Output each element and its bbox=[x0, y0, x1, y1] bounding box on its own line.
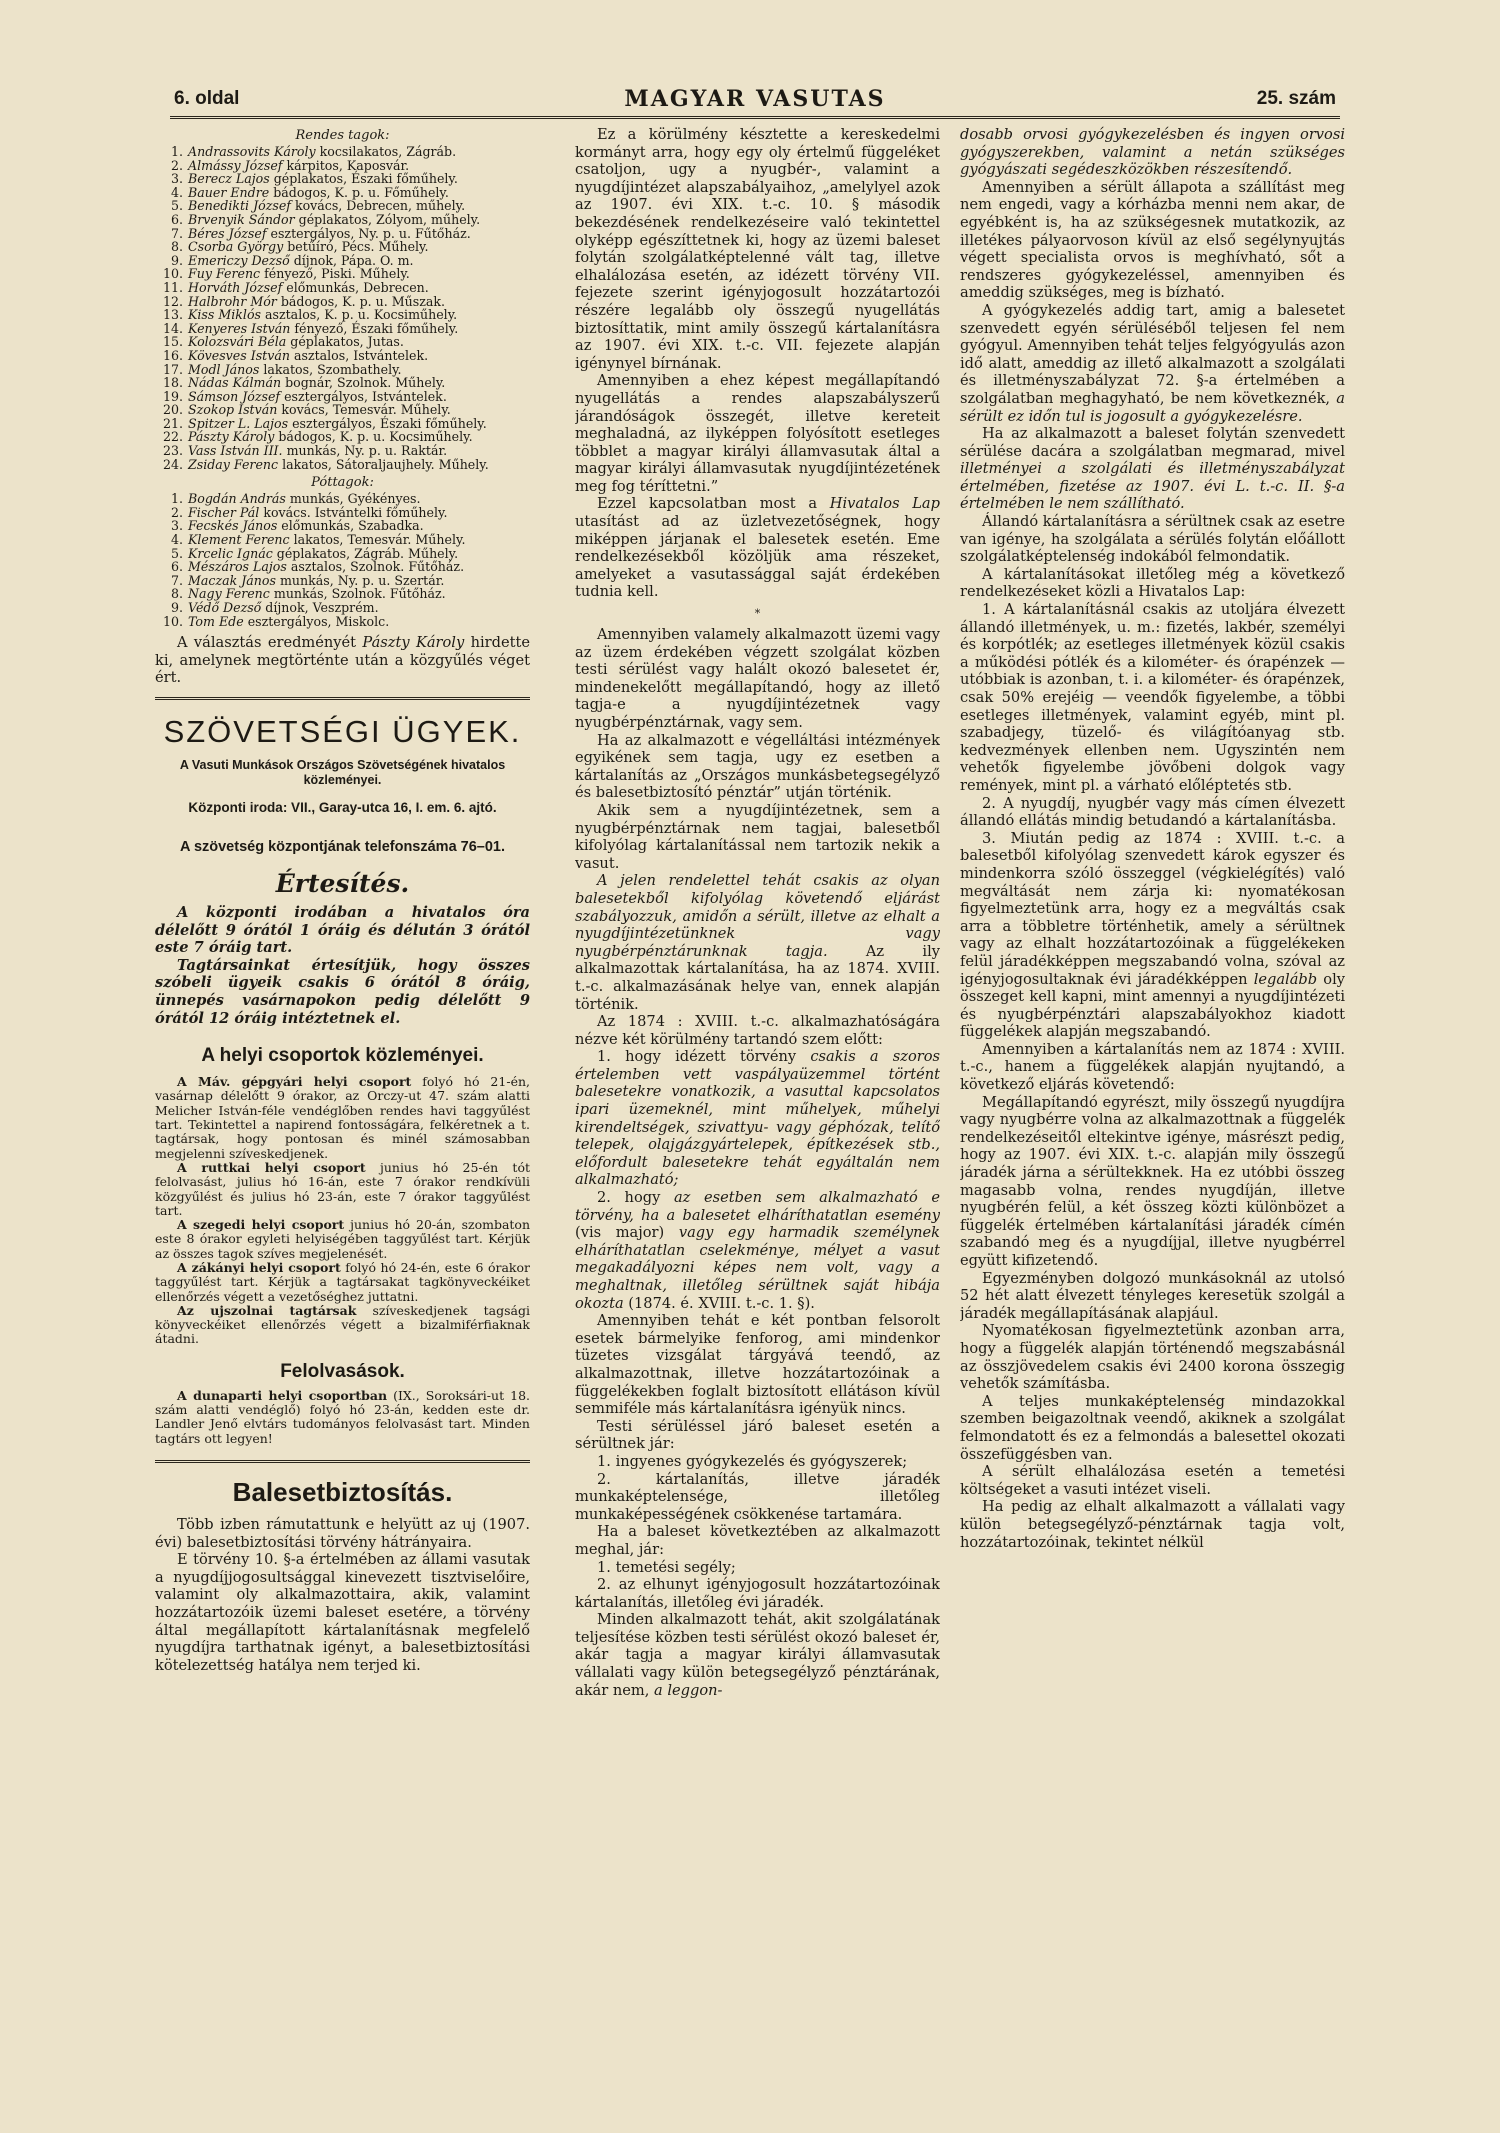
member-name: Emericzy Dezső bbox=[188, 252, 290, 268]
member-name: Kenyeres István bbox=[188, 320, 291, 336]
member-name: Pászty Károly bbox=[188, 429, 275, 445]
member-entry: 23. Vass István III. munkás, Ny. p. u. Raktár. bbox=[162, 443, 448, 459]
member-name: Maczak János bbox=[188, 572, 276, 588]
member-name: Benedikti József bbox=[188, 198, 291, 214]
member-name: Kövesves István bbox=[188, 347, 290, 363]
newspaper-title: MAGYAR VASUTAS bbox=[624, 86, 886, 112]
member-name: Tom Ede bbox=[188, 613, 244, 629]
member-name: Berecz Lajos bbox=[188, 171, 270, 187]
member-entry: 3. Berecz Lajos géplakatos, Északi főműhely. bbox=[170, 171, 458, 187]
member-entry: 11. Horváth József előmunkás, Debrecen. bbox=[162, 279, 429, 295]
member-name: Bogdán András bbox=[188, 491, 286, 507]
felolvasasok-title: Felolvasások. bbox=[280, 1360, 405, 1382]
member-name: Mészáros Lajos bbox=[188, 559, 287, 575]
rendes-heading: Rendes tagok: bbox=[295, 128, 390, 143]
article-paragraph: Amennyiben a sérült állapota a szállítást meg nem engedi, vagy a kórházba menni nem akar, de egyébként is, ha az szükségesnek mutatkozik, az illetékes pályaorvoson kívül az első segélynyujtás végett specialista orvos is meghívható, sőt a rendszeres gyógykezeléssel, amennyiben és ameddig szükséges, meg is bízható. bbox=[960, 178, 1345, 302]
member-name: Modl János bbox=[188, 361, 260, 377]
article-paragraph: 1. temetési segély; bbox=[597, 1558, 736, 1576]
article-paragraph: A sérült elhalálozása esetén a temetési költségeket a vasuti intézet viseli. bbox=[960, 1463, 1345, 1498]
divider bbox=[155, 1460, 530, 1463]
member-name: Csorba György bbox=[188, 239, 284, 255]
result-name: Pászty Károly bbox=[362, 634, 465, 652]
member-name: Krcelic Ignác bbox=[188, 545, 273, 561]
article-paragraph: 1. hogy idézett törvény csakis a szoros értelemben vett vaspályaüzemmel történt balesetekre vonatkozik, a vasuttal kapcsolatos ipari üzemeknél, mint műhelyek, műhelyi kirendeltségek, szivattyu- vagy géphózak, telítő telepek, olajgázgyártelepek, építkezések stb., előfordult balesetekre tehát egyáltalán nem alkalmazható; bbox=[575, 1048, 940, 1189]
article-paragraph: 1. ingyenes gyógykezelés és gyógyszerek; bbox=[597, 1452, 908, 1470]
helyi-item: Az ujszolnai tagtársak szíveskedjenek tagsági könyveckéiket ellenőrzés végett a bizalmiférfiaknak átadni. bbox=[155, 1302, 530, 1347]
member-name: Fecskés János bbox=[188, 518, 278, 534]
article-paragraph: Amennyiben tehát e két pontban felsorolt esetek bármelyike fenforog, ami mindenkor tüzetes vizsgálat tárgyává teendő, az alkalmazottnak, illetve hozzátartozóinak a függelékekben foglalt biztosított ellátáson kívül semmiféle más kártalanításra igényük nincs. bbox=[575, 1312, 940, 1418]
member-entry: 2. Fischer Pál kovács. Istvántelki főműhely. bbox=[170, 504, 448, 520]
article-paragraph: Akik sem a nyugdíjintézetnek, sem a nyugbérpénztárnak nem tagjai, balesetből kifolyólag kártalanítással nem tartozik nekik a vasut. bbox=[575, 801, 940, 872]
member-entry: 5. Benedikti József kovács, Debrecen, műhely. bbox=[170, 198, 466, 214]
issue-number: 25. szám bbox=[1256, 88, 1336, 109]
article-paragraph: Megállapítandó egyrészt, mily összegű nyugdíjra vagy nyugbérre volna az alkalmazottnak a függelék rendelkezéseitől eltekintve igénye, másrészt pedig, hogy az 1907. évi XIX. t.-c. alapján mily összegű járadék járna a sérültekknek. Ha ez utóbbi összeg magasabb volna, rendes nyugdíján, illetve nyugbérén felül, a két összeg közti különbözet a függelék értelmében kártalanítási járadék címén szabandó meg és a nyugdíjjal, illetve nyugbérrel együtt kifizetendő. bbox=[960, 1093, 1345, 1269]
article-paragraph: E törvény 10. §-a értelmében az állami vasutak a nyugdíjjogosultsággal kinevezett tisztviselőire, valamint oly alkalmazottaira, akik, valamint hozzátartozóik üzemi baleset esetére, a törvény által megállapított kártalanításnak megfelelő nyugdíjra tarthatnak igényt, a balesetbiztosítási kötelezettség hatálya nem terjed ki. bbox=[155, 1551, 530, 1674]
member-entry: 20. Szokop István kovács, Temesvár. Műhely. bbox=[162, 402, 451, 418]
felolvasas-item: A dunaparti helyi csoportban (IX., Soroksári-ut 18. szám alatti vendéglő) folyó hó 23-án, kedden este dr. Landler Jenő elvtárs tudományos felolvasást tart. Minden tagtárs ott legyen! bbox=[155, 1387, 530, 1446]
page-header bbox=[170, 86, 1340, 119]
member-entry: 7. Maczak János munkás, Ny. p. u. Szertár. bbox=[170, 572, 445, 588]
article-paragraph: Nyomatékosan figyelmeztetünk azonban arra, hogy a függelék alapján történendő megszabásnál az összjövedelem csakis évi 2400 korona összegig vehetők számításba. bbox=[960, 1322, 1345, 1393]
member-name: Szokop István bbox=[188, 402, 278, 418]
article-paragraph: Egyezményben dolgozó munkásoknál az utolsó 52 hét alatt élvezett tényleges keresetük szolgál a járadék megállapításának alapjául. bbox=[960, 1269, 1345, 1322]
member-entry: 9. Védő Dezső díjnok, Veszprém. bbox=[170, 600, 379, 615]
member-name: Nagy Ferenc bbox=[188, 586, 270, 602]
member-entry: 18. Nádas Kálmán bognár, Szolnok. Műhely. bbox=[162, 375, 446, 391]
member-name: Klement Ferenc bbox=[188, 532, 290, 548]
member-entry: 8. Csorba György betűíró, Pécs. Műhely. bbox=[170, 239, 429, 255]
member-entry: 10. Tom Ede esztergályos, Miskolc. bbox=[162, 613, 390, 629]
member-entry: 6. Mészáros Lajos asztalos, Szolnok. Fűtőház. bbox=[170, 559, 465, 575]
office-address: Központi iroda: VII., Garay-utca 16, I. em. 6. ajtó. bbox=[188, 799, 497, 815]
article-paragraph: A jelen rendelettel tehát csakis az olyan balesetekből kifolyólag követendő eljárást szabályozzuk, amidőn a sérült, illetve az elhalt a nyugdíjintézetünknek vagy nyugbérpénztárunknak tagja. Az ily alkalmazottak kártalanítása, ha az 1874. XVIII. t.-c. alkalmazásának helye van, ennek alapján történik. bbox=[575, 872, 940, 1013]
article-paragraph: A gyógykezelés addig tart, amig a balesetet szenvedett egyén sérüléséből teljesen fel nem gyógyul. Amennyiben tehát teljes felgyógyulás azon idő alatt, ameddig az illető alkalmazott a szolgálati és illetményszabályzat 72. §-a értelmében a szolgálatban meghagyható, be nem következnék, a sérült ez időn tul is jogosult a gyógykezelésre. bbox=[960, 301, 1345, 425]
member-entry: 5. Krcelic Ignác géplakatos, Zágráb. Műhely. bbox=[170, 545, 459, 561]
member-entry: 21. Spitzer L. Lajos esztergályos, Északi főműhely. bbox=[162, 415, 487, 431]
member-entry: 3. Fecskés János előmunkás, Szabadka. bbox=[170, 518, 424, 534]
article-paragraph: 2. hogy az esetben sem alkalmazható e törvény, ha a balesetet elháríthatatlan esemény (vis major) vagy egy harmadik személynek elháríthatatlan cselekménye, mélyet a vasut megakadályozni képes nem volt, vagy a meghaltnak, illetőleg sérültnek saját hibája okozta (1874. é. XVIII. t.-c. 1. §). bbox=[575, 1189, 940, 1312]
member-entry: 2. Almássy József kárpitos, Kaposvár. bbox=[170, 157, 410, 173]
column-2 bbox=[575, 126, 940, 2026]
member-entry: 16. Kövesves István asztalos, Istvántelek. bbox=[162, 347, 429, 363]
ertesites-hours: A központi irodában a hivatalos óra délelőtt 9 órától 1 óráig és délután 3 órától este 7 óráig tart. bbox=[155, 903, 530, 957]
article-paragraph: Amennyiben a ehez képest megállapítandó nyugellátás a rendes alapszabályszerű járandóságok összegét, illetve kereteit meghaladná, az ilyképpen folyósított esetleges többlet a magyar királyi államvasutak által a magyar királyi államvasutak nyugdíjintézetének meg fog téríttetni.” bbox=[575, 372, 940, 495]
section-title-szovetsegi: SZÖVETSÉGI ÜGYEK. bbox=[163, 713, 522, 749]
helyi-title: A helyi csoportok közleményei. bbox=[201, 1045, 484, 1067]
member-name: Védő Dezső bbox=[188, 600, 262, 615]
election-result: A választás eredményét Pászty Károly hirdette ki, amelynek megtörténte után a közgyűlés véget ért. bbox=[155, 634, 530, 687]
member-entry: 12. Halbrohr Mór bádogos, K. p. u. Műszak. bbox=[162, 293, 446, 309]
balesetbiztositas-title: Balesetbiztosítás. bbox=[232, 1476, 453, 1507]
ertesites-title: Értesítés. bbox=[275, 868, 410, 898]
article-paragraph: 2. kártalanítás, illetve járadék munkaképtelensége, illetőleg munkaképességének csökkenése tartamára. bbox=[575, 1470, 940, 1523]
member-name: Brvenyik Sándor bbox=[188, 211, 295, 227]
article-paragraph: Amennyiben valamely alkalmazott üzemi vagy az üzem érdekében végzett szolgálat közben testi sérülést vagy halált okozó balesetet ér, mindenekelőtt megállapítandó, hogy az illető tagja-e a nyugdíjintézetnek vagy nyugbérpénztárnak, vagy sem. bbox=[575, 626, 940, 731]
member-name: Kolozsvári Béla bbox=[188, 334, 287, 350]
separator-star: * bbox=[754, 607, 761, 621]
member-entry: 9. Emericzy Dezső díjnok, Pápa. O. m. bbox=[170, 252, 414, 268]
member-entry: 10. Fuy Ferenc fényező, Piski. Műhely. bbox=[162, 266, 410, 282]
member-entry: 6. Brvenyik Sándor géplakatos, Zólyom, műhely. bbox=[170, 211, 481, 227]
member-name: Zsiday Ferenc bbox=[188, 456, 279, 472]
member-name: Fischer Pál bbox=[188, 504, 260, 520]
article-paragraph: Ha az alkalmazott a baleset folytán szenvedett sérülése dacára a szolgálatban megmarad, mivel illetményei a szolgálati és illetményszabályzat értelmében, fizetése az 1907. évi L. t.-c. II. §-a értelmében le nem szállítható. bbox=[960, 425, 1345, 513]
member-entry: 19. Sámson József esztergályos, Istvántelek. bbox=[162, 388, 447, 404]
article-paragraph: Ezzel kapcsolatban most a Hivatalos Lap utasítást ad az üzletvezetőségnek, hogy miképpen járjanak el balesetek esetén. Eme rendelkezésekből közöljük ama részeket, amelyeket a vasutassággal saját érdekében tudnia kell. bbox=[575, 495, 940, 601]
member-entry: 1. Andrassovits Károly kocsilakatos, Zágráb. bbox=[170, 144, 457, 159]
member-name: Halbrohr Mór bbox=[188, 293, 277, 309]
member-name: Béres József bbox=[188, 225, 267, 241]
member-entry: 13. Kiss Miklós asztalos, K. p. u. Kocsiműhely. bbox=[162, 307, 458, 323]
member-entry: 4. Klement Ferenc lakatos, Temesvár. Műhely. bbox=[170, 532, 466, 548]
member-name: Fuy Ferenc bbox=[188, 266, 261, 282]
member-entry: 7. Béres József esztergályos, Ny. p. u. Fűtőház. bbox=[170, 225, 471, 241]
szovetsegi-subtitle: A Vasuti Munkások Országos Szövetségének hivatalos közleményei. bbox=[179, 757, 506, 787]
article-paragraph: Állandó kártalanításra a sérültnek csak az esetre van igénye, ha szolgálata a sérülés folytán előállott szolgálatképtelenség indokából felmondatik. bbox=[960, 513, 1345, 566]
article-paragraph: A teljes munkaképtelenség mindazokkal szemben beigazoltnak veendő, akiknek a szolgálat felmondatott és ez a felmondás a balesettel okozati összefüggésben van. bbox=[960, 1392, 1345, 1463]
article-paragraph: Amennyiben a kártalanítás nem az 1874 : XVIII. t.-c., hanem a függelékek alapján nyujtandó, a következő eljárás követendő: bbox=[960, 1040, 1345, 1094]
member-name: Almássy József bbox=[188, 157, 283, 173]
member-name: Spitzer L. Lajos bbox=[188, 415, 289, 431]
article-paragraph: 2. az elhunyt igényjogosult hozzátartozóinak kártalanítás, illetőleg évi járadék. bbox=[575, 1576, 940, 1611]
article-paragraph: Minden alkalmazott tehát, akit szolgálatának teljesítése közben testi sérülést okozó baleset ér, akár tagja a magyar királyi államvasutak vállalati vagy külön betegsegélyző pénztárának, akár nem, a leggon- bbox=[575, 1611, 940, 1699]
member-name: Vass István III. bbox=[188, 443, 283, 459]
ertesites-notice: Tagtársainkat értesítjük, hogy összes szóbeli ügyeik csakis 6 órától 8 óráig, ünnepés vasárnapokon pedig délelőtt 9 órától 12 óráig intéztetnek el. bbox=[155, 956, 530, 1027]
article-paragraph: dosabb orvosi gyógykezelésben és ingyen orvosi gyógyszerekben, valamint a netán szükséges gyógyászati segédeszközökben részesítendő. bbox=[960, 126, 1345, 179]
member-entry: 24. Zsiday Ferenc lakatos, Sátoraljaujhely. Műhely. bbox=[162, 456, 489, 472]
article-paragraph: Testi sérüléssel járó baleset esetén a sérültnek jár: bbox=[575, 1417, 940, 1453]
column-1 bbox=[155, 126, 530, 2026]
member-entry: 15. Kolozsvári Béla géplakatos, Jutas. bbox=[162, 334, 404, 350]
member-name: Horváth József bbox=[188, 279, 283, 295]
article-paragraph: 3. Miután pedig az 1874 : XVIII. t.-c. a balesetből kifolyólag szenvedett károk egyszer és mindenkorra szóló összeggel (végkielégítés) való megváltását nem zárja ki: nyomatékosan figyelmeztetünk arra, hogy ez a megváltás csak arra a többletre történhetik, amely a sérültnek vagy az elhalt hozzátartozóinak a függelékeken felül járadékképpen megszabandó volna, szóval az igényjogosultaknak évi járadékképpen legalább oly összeget kell kapni, mint amennyi a nyugdíjintézeti és nyugbérpénztári alapszabályokhoz kiadott függelékek alapján megszabandó. bbox=[960, 829, 1345, 1041]
member-name: Kiss Miklós bbox=[188, 307, 261, 323]
rendes-list bbox=[155, 145, 530, 471]
member-name: Nádas Kálmán bbox=[188, 375, 282, 391]
helyi-item: A Máv. gépgyári helyi csoport folyó hó 21-én, vasárnap délelőtt 9 órakor, az Orczy-ut 47. szám alatti Melicher István-féle vendéglőben rendes havi taggyűlést tart. Tekintettel a napirend fontosságára, felkéretnek a t. tagtársak, hogy pontosan és minél számosabban megjelenni szíveskedjenek. bbox=[155, 1074, 530, 1161]
article-paragraph: Ha a baleset következtében az alkalmazott meghal, jár: bbox=[575, 1523, 940, 1558]
member-name: Sámson József bbox=[188, 388, 281, 404]
member-entry: 17. Modl János lakatos, Szombathely. bbox=[162, 361, 402, 377]
article-paragraph: Ha pedig az elhalt alkalmazott a vállalati vagy külön betegsegélyző-pénztárnak tagja volt, hozzátartozóinak, tekintet nélkül bbox=[960, 1498, 1345, 1551]
article-paragraph: A kártalanításokat illetőleg még a következő rendelkezéseket közli a Hivatalos Lap: bbox=[960, 565, 1345, 601]
article-paragraph: Ha az alkalmazott e végelláltási intézmények egyikének sem tagja, ugy ez esetben a kártalanítás az „Országos munkásbetegsegélyző és balesetbiztosító pénztár” utján történik. bbox=[575, 731, 940, 802]
member-entry: 8. Nagy Ferenc munkás, Szolnok. Fűtőház. bbox=[170, 586, 446, 602]
phone-number: A szövetség központjának telefonszáma 76–01. bbox=[179, 838, 506, 855]
member-entry: 14. Kenyeres István fényező, Északi főműhely. bbox=[162, 320, 459, 336]
member-entry: 22. Pászty Károly bádogos, K. p. u. Kocsiműhely. bbox=[162, 429, 473, 445]
article-paragraph: 1. A kártalanításnál csakis az utoljára élvezett állandó illetmények, u. m.: fizetés, lakbér, személyi és korpótlék; az esetleges illetmények közül csakis a működési pótlék és a kilométer- és órapénzek — utóbbiak is azonban, t. i. a kilométer- és órapénzek, csak 50% erejéig — veendők figyelembe, a többi esetleges illetmények, valamint egyéb, mint pl. szabadjegy, tüzelő- és világítóanyag stb. kedvezmények ellenben nem. Ugyszintén nem vehetők figyelembe jövőbeni dolgok vagy remények, mint pl. a várható előléptetés stb. bbox=[960, 601, 1345, 794]
page-number: 6. oldal bbox=[174, 88, 240, 109]
article-paragraph: 2. A nyugdíj, nyugbér vagy más címen élvezett állandó ellátás mindig betudandó a kártalanításba. bbox=[960, 794, 1345, 830]
member-name: Andrassovits Károly bbox=[188, 144, 316, 159]
article-paragraph: Az 1874 : XVIII. t.-c. alkalmazhatóságára nézve két körülmény tartandó szem előtt: bbox=[575, 1013, 940, 1048]
member-entry: 4. Bauer Endre bádogos, K. p. u. Főműhely. bbox=[170, 184, 449, 200]
helyi-item: A ruttkai helyi csoport junius hó 25-én tót felolvasást, julius hó 16-án, este 7 órakor rendkívüli közgyűlést és julius hó 23-án, este 7 órakor taggyűlést tart. bbox=[155, 1159, 530, 1218]
member-entry: 1. Bogdán András munkás, Gyékényes. bbox=[170, 491, 421, 507]
pottagok-list bbox=[155, 492, 530, 628]
helyi-item: A szegedi helyi csoport junius hó 20-án, szombaton este 8 órakor egyleti helyiségében taggyűlést tart. Kérjük az összes tagok szíves megjelenését. bbox=[155, 1217, 530, 1261]
helyi-item: A zákányi helyi csoport folyó hó 24-én, este 6 órakor taggyűlést tart. Kérjük a tagtársakat tagkönyveckéiket ellenőrzés végett a vezetőséghez juttatni. bbox=[155, 1259, 530, 1304]
helyi-list bbox=[155, 1075, 530, 1347]
member-name: Bauer Endre bbox=[188, 184, 270, 200]
pottagok-heading: Póttagok: bbox=[311, 475, 374, 491]
divider bbox=[155, 697, 530, 700]
article-paragraph: Több izben rámutattunk e helyütt az uj (1907. évi) balesetbiztosítási törvény hátrányaira. bbox=[155, 1515, 530, 1551]
article-paragraph: Ez a körülmény késztette a kereskedelmi kormányt arra, hogy egy oly értelmű függeléket csatoljon, ugy a nyugbér-, valamint a nyugdíjintézet alapszabályaihoz, „amelylyel azok az 1907. évi XIX. t.-c. 10. § második bekezdésének rendelkezéseire való tekintettel olyképp egészíttetnek ki, hogy az üzemi baleset folytán szolgálatképtelenné vált tag, illetve elhalálozása esetén, az idézett törvény VII. fejezete szerint igényjogosult hozzátartozói részére legalább oly összegű nyugellátás biztosíttatik, mint amily összegű kártalanításra az 1907. évi XIX. t.-c. VII. fejezete alapján igénynyel bírnának. bbox=[575, 126, 940, 372]
column-3 bbox=[960, 126, 1345, 2026]
